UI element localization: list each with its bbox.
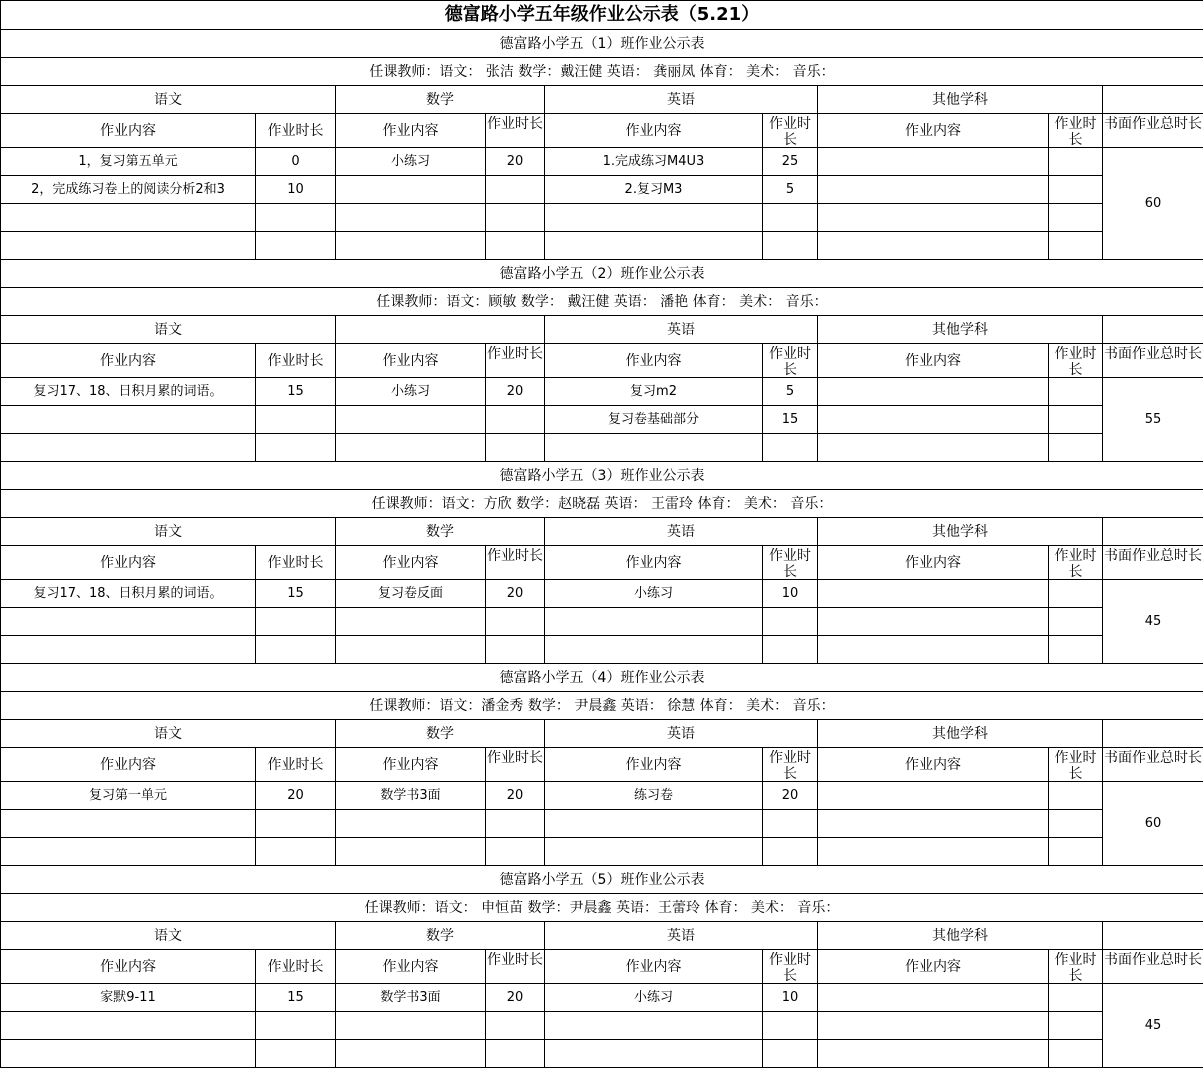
other-duration bbox=[1049, 148, 1103, 176]
subject-chinese: 语文 bbox=[1, 316, 336, 344]
table-row bbox=[1, 176, 1203, 204]
teachers-row bbox=[1, 58, 1203, 86]
header-total bbox=[1103, 546, 1203, 580]
subject-other: 其他学科 bbox=[818, 720, 1103, 748]
header-duration-text: 作业时长 bbox=[763, 346, 817, 376]
other-duration bbox=[1049, 232, 1103, 260]
other-content bbox=[818, 1012, 1049, 1040]
other-content bbox=[818, 148, 1049, 176]
header-duration: 作业时长 bbox=[256, 114, 336, 148]
subject-other: 其他学科 bbox=[818, 922, 1103, 950]
header-duration: 作业时长 bbox=[256, 546, 336, 580]
header-total bbox=[1103, 950, 1203, 984]
header-duration-wrapped bbox=[763, 114, 818, 148]
class-title-row bbox=[1, 462, 1203, 490]
subject-chinese: 语文 bbox=[1, 720, 336, 748]
header-duration-text: 作业时长 bbox=[1049, 346, 1102, 376]
header-duration-wrapped bbox=[486, 114, 545, 148]
english-duration: 10 bbox=[763, 580, 818, 608]
header-duration-wrapped bbox=[1049, 344, 1103, 378]
header-row bbox=[1, 546, 1203, 580]
subject-math: 数学 bbox=[336, 922, 545, 950]
teachers-row bbox=[1, 490, 1203, 518]
teachers-row bbox=[1, 894, 1203, 922]
math-content: 复习卷反面 bbox=[336, 580, 486, 608]
math-duration bbox=[486, 1012, 545, 1040]
english-content: 1.完成练习M4U3 bbox=[545, 148, 763, 176]
english-content bbox=[545, 1040, 763, 1068]
class-title: 德富路小学五（2）班作业公示表 bbox=[1, 260, 1203, 288]
header-content: 作业内容 bbox=[336, 114, 486, 148]
header-duration-wrapped bbox=[486, 546, 545, 580]
header-content: 作业内容 bbox=[1, 344, 256, 378]
page-title: 德富路小学五年级作业公示表（5.21） bbox=[1, 1, 1203, 30]
header-total-text: 书面作业总时长 bbox=[1103, 952, 1203, 982]
other-content bbox=[818, 204, 1049, 232]
header-duration-wrapped bbox=[1049, 546, 1103, 580]
header-content: 作业内容 bbox=[818, 114, 1049, 148]
other-duration bbox=[1049, 176, 1103, 204]
subject-math: 数学 bbox=[336, 518, 545, 546]
header-content: 作业内容 bbox=[545, 344, 763, 378]
header-content: 作业内容 bbox=[818, 344, 1049, 378]
math-content: 小练习 bbox=[336, 148, 486, 176]
header-duration-text: 作业时长 bbox=[486, 952, 544, 982]
teachers-line: 任课教师：语文：方欣 数学：赵晓磊 英语： 王雷玲 体育： 美术： 音乐： bbox=[1, 490, 1203, 518]
header-content: 作业内容 bbox=[1, 114, 256, 148]
english-duration bbox=[763, 838, 818, 866]
header-content: 作业内容 bbox=[818, 748, 1049, 782]
chinese-duration bbox=[256, 810, 336, 838]
other-content bbox=[818, 176, 1049, 204]
chinese-content bbox=[1, 406, 256, 434]
class-title: 德富路小学五（4）班作业公示表 bbox=[1, 664, 1203, 692]
class-title-row bbox=[1, 664, 1203, 692]
other-duration bbox=[1049, 204, 1103, 232]
header-content: 作业内容 bbox=[545, 748, 763, 782]
english-content: 复习卷基础部分 bbox=[545, 406, 763, 434]
other-duration bbox=[1049, 434, 1103, 462]
chinese-duration: 15 bbox=[256, 378, 336, 406]
header-content: 作业内容 bbox=[336, 344, 486, 378]
header-duration-text: 作业时长 bbox=[1049, 548, 1102, 578]
header-duration-text: 作业时长 bbox=[486, 116, 544, 146]
other-duration bbox=[1049, 378, 1103, 406]
other-content bbox=[818, 782, 1049, 810]
chinese-duration bbox=[256, 232, 336, 260]
chinese-content bbox=[1, 204, 256, 232]
chinese-content bbox=[1, 1012, 256, 1040]
english-content bbox=[545, 810, 763, 838]
table-body bbox=[1, 1, 1203, 1068]
header-duration-wrapped bbox=[1049, 114, 1103, 148]
english-duration: 20 bbox=[763, 782, 818, 810]
header-duration-text: 作业时长 bbox=[486, 346, 544, 376]
chinese-duration bbox=[256, 608, 336, 636]
math-content bbox=[336, 232, 486, 260]
english-content: 小练习 bbox=[545, 984, 763, 1012]
subject-chinese: 语文 bbox=[1, 86, 336, 114]
math-duration bbox=[486, 810, 545, 838]
english-duration: 15 bbox=[763, 406, 818, 434]
subjects-row bbox=[1, 86, 1203, 114]
subjects-row bbox=[1, 518, 1203, 546]
english-content: 2.复习M3 bbox=[545, 176, 763, 204]
header-duration-text: 作业时长 bbox=[763, 750, 817, 780]
total-duration: 60 bbox=[1103, 782, 1203, 866]
chinese-duration: 15 bbox=[256, 580, 336, 608]
other-content bbox=[818, 406, 1049, 434]
math-content: 数学书3面 bbox=[336, 782, 486, 810]
total-duration: 55 bbox=[1103, 378, 1203, 462]
other-duration bbox=[1049, 1012, 1103, 1040]
math-content bbox=[336, 636, 486, 664]
math-duration: 20 bbox=[486, 580, 545, 608]
other-duration bbox=[1049, 608, 1103, 636]
subject-blank bbox=[1103, 720, 1203, 748]
english-duration bbox=[763, 434, 818, 462]
other-content bbox=[818, 1040, 1049, 1068]
english-content: 练习卷 bbox=[545, 782, 763, 810]
header-content: 作业内容 bbox=[336, 950, 486, 984]
english-content bbox=[545, 838, 763, 866]
total-duration: 45 bbox=[1103, 984, 1203, 1068]
class-title-row bbox=[1, 866, 1203, 894]
header-duration-text: 作业时长 bbox=[763, 952, 817, 982]
math-duration bbox=[486, 434, 545, 462]
table-row bbox=[1, 378, 1203, 406]
math-duration bbox=[486, 232, 545, 260]
math-duration bbox=[486, 608, 545, 636]
chinese-content: 复习第一单元 bbox=[1, 782, 256, 810]
math-content bbox=[336, 810, 486, 838]
header-content: 作业内容 bbox=[818, 546, 1049, 580]
header-content: 作业内容 bbox=[1, 950, 256, 984]
subject-english: 英语 bbox=[545, 316, 818, 344]
subject-math: 数学 bbox=[336, 720, 545, 748]
teachers-line: 任课教师：语文： 申恒苗 数学：尹晨鑫 英语：王蕾玲 体育： 美术： 音乐： bbox=[1, 894, 1203, 922]
chinese-content bbox=[1, 838, 256, 866]
subject-english: 英语 bbox=[545, 86, 818, 114]
table-row bbox=[1, 608, 1203, 636]
header-duration-wrapped bbox=[486, 748, 545, 782]
header-duration-wrapped bbox=[763, 344, 818, 378]
class-title-row bbox=[1, 30, 1203, 58]
chinese-content: 复习17、18、日积月累的词语。 bbox=[1, 378, 256, 406]
chinese-duration bbox=[256, 204, 336, 232]
table-row bbox=[1, 810, 1203, 838]
chinese-duration bbox=[256, 636, 336, 664]
header-row bbox=[1, 950, 1203, 984]
subject-blank bbox=[1103, 922, 1203, 950]
english-duration: 10 bbox=[763, 984, 818, 1012]
chinese-content: 2，完成练习卷上的阅读分析2和3 bbox=[1, 176, 256, 204]
header-content: 作业内容 bbox=[336, 748, 486, 782]
subject-other: 其他学科 bbox=[818, 86, 1103, 114]
subject-chinese: 语文 bbox=[1, 922, 336, 950]
header-content: 作业内容 bbox=[336, 546, 486, 580]
english-duration: 5 bbox=[763, 176, 818, 204]
table-row bbox=[1, 984, 1203, 1012]
table-row bbox=[1, 782, 1203, 810]
math-duration bbox=[486, 406, 545, 434]
english-duration bbox=[763, 1012, 818, 1040]
other-content bbox=[818, 580, 1049, 608]
header-duration-wrapped bbox=[486, 950, 545, 984]
english-duration bbox=[763, 204, 818, 232]
subject-math bbox=[336, 316, 545, 344]
header-duration: 作业时长 bbox=[256, 950, 336, 984]
subject-math: 数学 bbox=[336, 86, 545, 114]
other-duration bbox=[1049, 406, 1103, 434]
english-content bbox=[545, 434, 763, 462]
subject-other: 其他学科 bbox=[818, 518, 1103, 546]
subject-blank bbox=[1103, 86, 1203, 114]
english-content bbox=[545, 204, 763, 232]
header-duration-wrapped bbox=[486, 344, 545, 378]
chinese-duration: 10 bbox=[256, 176, 336, 204]
chinese-content bbox=[1, 1040, 256, 1068]
title-row bbox=[1, 1, 1203, 30]
class-title: 德富路小学五（1）班作业公示表 bbox=[1, 30, 1203, 58]
math-duration bbox=[486, 176, 545, 204]
english-content bbox=[545, 1012, 763, 1040]
other-duration bbox=[1049, 838, 1103, 866]
header-total-text: 书面作业总时长 bbox=[1103, 750, 1203, 780]
chinese-duration: 0 bbox=[256, 148, 336, 176]
subject-english: 英语 bbox=[545, 720, 818, 748]
teachers-line: 任课教师：语文：顾敏 数学： 戴汪健 英语： 潘艳 体育： 美术： 音乐： bbox=[1, 288, 1203, 316]
chinese-content bbox=[1, 810, 256, 838]
table-row bbox=[1, 1040, 1203, 1068]
header-total-text: 书面作业总时长 bbox=[1103, 116, 1203, 146]
subject-chinese: 语文 bbox=[1, 518, 336, 546]
subject-other: 其他学科 bbox=[818, 316, 1103, 344]
header-content: 作业内容 bbox=[1, 748, 256, 782]
math-duration: 20 bbox=[486, 984, 545, 1012]
math-duration: 20 bbox=[486, 782, 545, 810]
math-content bbox=[336, 1012, 486, 1040]
header-content: 作业内容 bbox=[545, 114, 763, 148]
header-total-text: 书面作业总时长 bbox=[1103, 548, 1203, 578]
other-duration bbox=[1049, 636, 1103, 664]
math-content bbox=[336, 406, 486, 434]
header-content: 作业内容 bbox=[545, 546, 763, 580]
chinese-content bbox=[1, 232, 256, 260]
header-duration-wrapped bbox=[763, 546, 818, 580]
english-duration bbox=[763, 1040, 818, 1068]
other-content bbox=[818, 232, 1049, 260]
header-content: 作业内容 bbox=[1, 546, 256, 580]
english-duration bbox=[763, 232, 818, 260]
header-duration-text: 作业时长 bbox=[486, 750, 544, 780]
header-row bbox=[1, 344, 1203, 378]
teachers-row bbox=[1, 692, 1203, 720]
total-duration: 45 bbox=[1103, 580, 1203, 664]
english-content: 复习m2 bbox=[545, 378, 763, 406]
english-content: 小练习 bbox=[545, 580, 763, 608]
other-duration bbox=[1049, 810, 1103, 838]
table-row bbox=[1, 636, 1203, 664]
subject-english: 英语 bbox=[545, 922, 818, 950]
other-content bbox=[818, 608, 1049, 636]
other-content bbox=[818, 434, 1049, 462]
chinese-duration bbox=[256, 406, 336, 434]
subject-blank bbox=[1103, 518, 1203, 546]
class-title: 德富路小学五（5）班作业公示表 bbox=[1, 866, 1203, 894]
math-content bbox=[336, 434, 486, 462]
math-content bbox=[336, 838, 486, 866]
header-duration: 作业时长 bbox=[256, 748, 336, 782]
header-duration-text: 作业时长 bbox=[1049, 750, 1102, 780]
header-duration-text: 作业时长 bbox=[1049, 116, 1102, 146]
english-duration bbox=[763, 608, 818, 636]
english-content bbox=[545, 608, 763, 636]
subject-blank bbox=[1103, 316, 1203, 344]
header-content: 作业内容 bbox=[818, 950, 1049, 984]
table-row bbox=[1, 434, 1203, 462]
chinese-content bbox=[1, 636, 256, 664]
other-content bbox=[818, 984, 1049, 1012]
table-row bbox=[1, 232, 1203, 260]
header-duration-text: 作业时长 bbox=[486, 548, 544, 578]
math-content bbox=[336, 176, 486, 204]
header-duration-wrapped bbox=[1049, 748, 1103, 782]
other-content bbox=[818, 378, 1049, 406]
header-total bbox=[1103, 748, 1203, 782]
other-content bbox=[818, 810, 1049, 838]
math-duration bbox=[486, 838, 545, 866]
math-content: 小练习 bbox=[336, 378, 486, 406]
other-duration bbox=[1049, 984, 1103, 1012]
math-content bbox=[336, 608, 486, 636]
math-content bbox=[336, 1040, 486, 1068]
chinese-duration: 15 bbox=[256, 984, 336, 1012]
subjects-row bbox=[1, 922, 1203, 950]
other-duration bbox=[1049, 580, 1103, 608]
table-row bbox=[1, 406, 1203, 434]
chinese-duration: 20 bbox=[256, 782, 336, 810]
teachers-line: 任课教师：语文： 张洁 数学：戴汪健 英语： 龚丽凤 体育： 美术： 音乐： bbox=[1, 58, 1203, 86]
subjects-row bbox=[1, 316, 1203, 344]
math-duration bbox=[486, 1040, 545, 1068]
subject-english: 英语 bbox=[545, 518, 818, 546]
header-duration-text: 作业时长 bbox=[763, 548, 817, 578]
total-duration: 60 bbox=[1103, 148, 1203, 260]
header-content: 作业内容 bbox=[545, 950, 763, 984]
subjects-row bbox=[1, 720, 1203, 748]
chinese-content bbox=[1, 434, 256, 462]
table-row bbox=[1, 838, 1203, 866]
header-total bbox=[1103, 114, 1203, 148]
math-duration bbox=[486, 636, 545, 664]
chinese-duration bbox=[256, 434, 336, 462]
header-duration: 作业时长 bbox=[256, 344, 336, 378]
english-duration: 5 bbox=[763, 378, 818, 406]
math-duration: 20 bbox=[486, 148, 545, 176]
english-duration: 25 bbox=[763, 148, 818, 176]
other-duration bbox=[1049, 782, 1103, 810]
other-duration bbox=[1049, 1040, 1103, 1068]
class-title-row bbox=[1, 260, 1203, 288]
chinese-duration bbox=[256, 1040, 336, 1068]
table-row bbox=[1, 148, 1203, 176]
class-title: 德富路小学五（3）班作业公示表 bbox=[1, 462, 1203, 490]
chinese-content: 1，复习第五单元 bbox=[1, 148, 256, 176]
math-duration: 20 bbox=[486, 378, 545, 406]
header-total bbox=[1103, 344, 1203, 378]
english-duration bbox=[763, 810, 818, 838]
table-row bbox=[1, 204, 1203, 232]
table-row bbox=[1, 580, 1203, 608]
english-content bbox=[545, 636, 763, 664]
english-duration bbox=[763, 636, 818, 664]
other-content bbox=[818, 636, 1049, 664]
math-content: 数学书3面 bbox=[336, 984, 486, 1012]
chinese-content bbox=[1, 608, 256, 636]
other-content bbox=[818, 838, 1049, 866]
teachers-line: 任课教师：语文：潘金秀 数学： 尹晨鑫 英语： 徐慧 体育： 美术： 音乐： bbox=[1, 692, 1203, 720]
math-duration bbox=[486, 204, 545, 232]
math-content bbox=[336, 204, 486, 232]
english-content bbox=[545, 232, 763, 260]
teachers-row bbox=[1, 288, 1203, 316]
header-row bbox=[1, 114, 1203, 148]
header-duration-wrapped bbox=[763, 748, 818, 782]
header-row bbox=[1, 748, 1203, 782]
chinese-content: 家默9-11 bbox=[1, 984, 256, 1012]
chinese-duration bbox=[256, 838, 336, 866]
chinese-content: 复习17、18、日积月累的词语。 bbox=[1, 580, 256, 608]
header-duration-wrapped bbox=[1049, 950, 1103, 984]
table-row bbox=[1, 1012, 1203, 1040]
header-total-text: 书面作业总时长 bbox=[1103, 346, 1203, 376]
header-duration-text: 作业时长 bbox=[1049, 952, 1102, 982]
chinese-duration bbox=[256, 1012, 336, 1040]
header-duration-text: 作业时长 bbox=[763, 116, 817, 146]
header-duration-wrapped bbox=[763, 950, 818, 984]
